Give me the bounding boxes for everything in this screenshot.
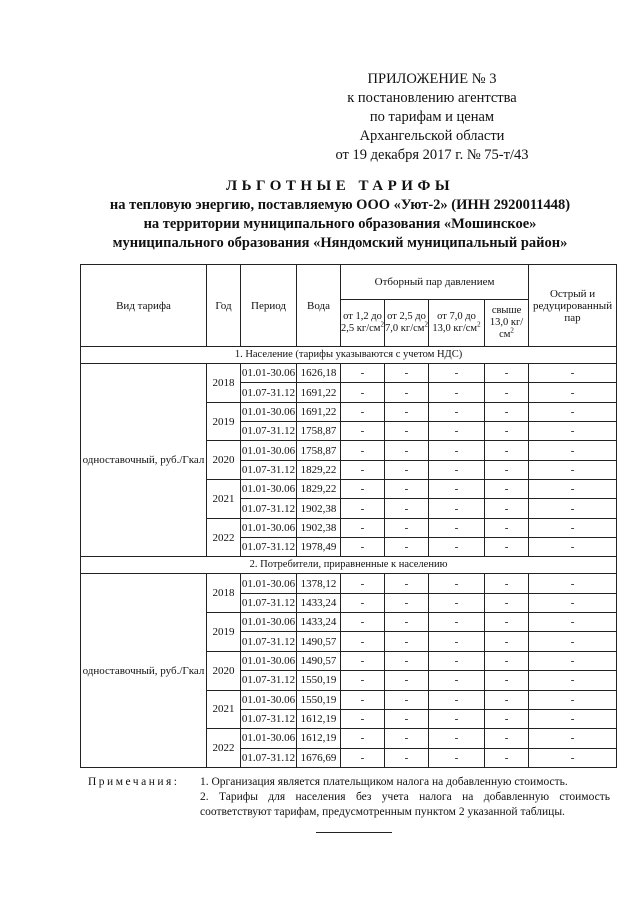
water-tariff-cell: 1490,57 — [297, 632, 341, 651]
empty-tariff-cell: - — [485, 441, 529, 460]
empty-tariff-cell: - — [529, 441, 617, 460]
empty-tariff-cell: - — [485, 593, 529, 612]
empty-tariff-cell: - — [429, 480, 485, 499]
empty-tariff-cell: - — [529, 729, 617, 748]
period-cell: 01.07-31.12 — [241, 748, 297, 767]
superscript: 2 — [510, 326, 514, 335]
water-tariff-cell: 1612,19 — [297, 709, 341, 728]
separator-line — [316, 832, 392, 833]
header-year: Год — [207, 265, 241, 347]
empty-tariff-cell: - — [385, 593, 429, 612]
empty-tariff-cell: - — [429, 709, 485, 728]
water-tariff-cell: 1433,24 — [297, 613, 341, 632]
empty-tariff-cell: - — [429, 651, 485, 670]
empty-tariff-cell: - — [385, 748, 429, 767]
empty-tariff-cell: - — [485, 518, 529, 537]
superscript: 2 — [424, 320, 428, 329]
empty-tariff-cell: - — [529, 690, 617, 709]
empty-tariff-cell: - — [385, 574, 429, 593]
empty-tariff-cell: - — [429, 422, 485, 441]
period-cell: 01.07-31.12 — [241, 709, 297, 728]
empty-tariff-cell: - — [429, 441, 485, 460]
empty-tariff-cell: - — [485, 748, 529, 767]
empty-tariff-cell: - — [529, 748, 617, 767]
period-cell: 01.01-30.06 — [241, 613, 297, 632]
period-cell: 01.01-30.06 — [241, 729, 297, 748]
water-tariff-cell: 1490,57 — [297, 651, 341, 670]
empty-tariff-cell: - — [485, 690, 529, 709]
empty-tariff-cell: - — [485, 632, 529, 651]
empty-tariff-cell: - — [529, 651, 617, 670]
period-cell: 01.07-31.12 — [241, 422, 297, 441]
empty-tariff-cell: - — [341, 632, 385, 651]
water-tariff-cell: 1550,19 — [297, 671, 341, 690]
year-cell: 2020 — [207, 651, 241, 690]
empty-tariff-cell: - — [341, 748, 385, 767]
empty-tariff-cell: - — [385, 441, 429, 460]
water-tariff-cell: 1378,12 — [297, 574, 341, 593]
year-cell: 2021 — [207, 690, 241, 729]
empty-tariff-cell: - — [385, 632, 429, 651]
notes-body — [200, 775, 610, 820]
empty-tariff-cell: - — [429, 613, 485, 632]
water-tariff-cell: 1626,18 — [297, 364, 341, 383]
year-cell: 2018 — [207, 574, 241, 613]
empty-tariff-cell: - — [385, 729, 429, 748]
empty-tariff-cell: - — [529, 593, 617, 612]
empty-tariff-cell: - — [385, 671, 429, 690]
empty-tariff-cell: - — [429, 499, 485, 518]
appendix-line: к постановлению агентства — [347, 90, 517, 106]
year-cell: 2020 — [207, 441, 241, 480]
appendix-line: по тарифам и ценам — [369, 109, 495, 125]
empty-tariff-cell: - — [385, 364, 429, 383]
period-cell: 01.07-31.12 — [241, 383, 297, 402]
header-pressure-1 — [341, 300, 385, 347]
period-cell: 01.07-31.12 — [241, 593, 297, 612]
empty-tariff-cell: - — [529, 574, 617, 593]
empty-tariff-cell: - — [429, 690, 485, 709]
empty-tariff-cell: - — [429, 574, 485, 593]
empty-tariff-cell: - — [341, 593, 385, 612]
empty-tariff-cell: - — [341, 671, 385, 690]
notes-label: Примечания: — [88, 776, 180, 788]
period-cell: 01.01-30.06 — [241, 690, 297, 709]
empty-tariff-cell: - — [529, 538, 617, 557]
empty-tariff-cell: - — [385, 422, 429, 441]
water-tariff-cell: 1433,24 — [297, 593, 341, 612]
period-cell: 01.01-30.06 — [241, 574, 297, 593]
appendix-number: ПРИЛОЖЕНИЕ № 3 — [367, 71, 497, 87]
empty-tariff-cell: - — [341, 709, 385, 728]
pressure-label: свыше 13,0 кг/см — [489, 305, 524, 340]
header-pressure-4 — [485, 300, 529, 347]
empty-tariff-cell: - — [341, 422, 385, 441]
year-cell: 2019 — [207, 613, 241, 652]
empty-tariff-cell: - — [429, 538, 485, 557]
empty-tariff-cell: - — [341, 729, 385, 748]
appendix-date: от 19 декабря 2017 г. № 75-т/43 — [335, 147, 529, 163]
pressure-label: от 1,2 до 2,5 кг/см — [341, 311, 382, 334]
empty-tariff-cell: - — [385, 690, 429, 709]
header-steam: Отборный пар давлением — [341, 265, 529, 300]
empty-tariff-cell: - — [485, 729, 529, 748]
empty-tariff-cell: - — [529, 499, 617, 518]
empty-tariff-cell: - — [385, 480, 429, 499]
section-title: 2. Потребители, приравненные к населению — [81, 557, 617, 574]
year-cell: 2021 — [207, 480, 241, 519]
empty-tariff-cell: - — [341, 441, 385, 460]
note-item: 1. Организация является плательщиком налога на добавленную стоимость. — [200, 776, 568, 788]
empty-tariff-cell: - — [341, 480, 385, 499]
water-tariff-cell: 1829,22 — [297, 460, 341, 479]
water-tariff-cell: 1676,69 — [297, 748, 341, 767]
empty-tariff-cell: - — [485, 383, 529, 402]
water-tariff-cell: 1978,49 — [297, 538, 341, 557]
empty-tariff-cell: - — [385, 651, 429, 670]
empty-tariff-cell: - — [529, 518, 617, 537]
appendix-block — [302, 70, 562, 165]
empty-tariff-cell: - — [529, 709, 617, 728]
document-heading — [60, 177, 620, 253]
empty-tariff-cell: - — [429, 671, 485, 690]
empty-tariff-cell: - — [385, 518, 429, 537]
empty-tariff-cell: - — [485, 499, 529, 518]
empty-tariff-cell: - — [529, 613, 617, 632]
empty-tariff-cell: - — [529, 422, 617, 441]
empty-tariff-cell: - — [529, 402, 617, 421]
year-cell: 2022 — [207, 518, 241, 557]
period-cell: 01.01-30.06 — [241, 518, 297, 537]
empty-tariff-cell: - — [341, 364, 385, 383]
period-cell: 01.07-31.12 — [241, 460, 297, 479]
header-hot-steam: Острый и редуцированный пар — [529, 265, 617, 347]
empty-tariff-cell: - — [429, 402, 485, 421]
period-cell: 01.07-31.12 — [241, 671, 297, 690]
empty-tariff-cell: - — [485, 480, 529, 499]
empty-tariff-cell: - — [529, 460, 617, 479]
tariff-kind: одноставочный, руб./Гкал — [81, 364, 207, 557]
empty-tariff-cell: - — [529, 671, 617, 690]
empty-tariff-cell: - — [529, 632, 617, 651]
superscript: 2 — [477, 320, 481, 329]
empty-tariff-cell: - — [385, 499, 429, 518]
empty-tariff-cell: - — [385, 538, 429, 557]
header-pressure-3 — [429, 300, 485, 347]
water-tariff-cell: 1758,87 — [297, 422, 341, 441]
empty-tariff-cell: - — [341, 402, 385, 421]
period-cell: 01.01-30.06 — [241, 480, 297, 499]
empty-tariff-cell: - — [341, 499, 385, 518]
empty-tariff-cell: - — [429, 383, 485, 402]
empty-tariff-cell: - — [429, 729, 485, 748]
pressure-label: от 7,0 до 13,0 кг/см — [432, 311, 478, 334]
empty-tariff-cell: - — [485, 364, 529, 383]
section-row — [81, 557, 617, 574]
document-title: ЛЬГОТНЫЕ ТАРИФЫ — [225, 178, 455, 194]
section-row — [81, 347, 617, 364]
header-pressure-2 — [385, 300, 429, 347]
year-cell: 2018 — [207, 364, 241, 403]
period-cell: 01.07-31.12 — [241, 499, 297, 518]
water-tariff-cell: 1691,22 — [297, 402, 341, 421]
empty-tariff-cell: - — [385, 383, 429, 402]
header-kind: Вид тарифа — [81, 265, 207, 347]
tariff-table — [80, 264, 617, 768]
year-cell: 2019 — [207, 402, 241, 441]
period-cell: 01.01-30.06 — [241, 402, 297, 421]
section-title: 1. Население (тарифы указываются с учетом НДС) — [81, 347, 617, 364]
empty-tariff-cell: - — [429, 748, 485, 767]
empty-tariff-cell: - — [485, 613, 529, 632]
year-cell: 2022 — [207, 729, 241, 768]
table-row — [81, 574, 617, 593]
empty-tariff-cell: - — [341, 651, 385, 670]
empty-tariff-cell: - — [341, 574, 385, 593]
empty-tariff-cell: - — [385, 402, 429, 421]
empty-tariff-cell: - — [341, 460, 385, 479]
empty-tariff-cell: - — [485, 402, 529, 421]
water-tariff-cell: 1829,22 — [297, 480, 341, 499]
empty-tariff-cell: - — [485, 671, 529, 690]
empty-tariff-cell: - — [429, 460, 485, 479]
empty-tariff-cell: - — [485, 460, 529, 479]
pressure-label: от 2,5 до 7,0 кг/см — [385, 311, 426, 334]
empty-tariff-cell: - — [429, 632, 485, 651]
heading-line: на тепловую энергию, поставляемую ООО «Уют-2» (ИНН 2920011448) — [109, 197, 571, 213]
empty-tariff-cell: - — [429, 593, 485, 612]
empty-tariff-cell: - — [341, 538, 385, 557]
heading-line: на территории муниципального образования «Мошинское» — [143, 216, 537, 232]
empty-tariff-cell: - — [485, 422, 529, 441]
empty-tariff-cell: - — [341, 613, 385, 632]
empty-tariff-cell: - — [529, 383, 617, 402]
empty-tariff-cell: - — [385, 709, 429, 728]
water-tariff-cell: 1902,38 — [297, 518, 341, 537]
empty-tariff-cell: - — [341, 383, 385, 402]
empty-tariff-cell: - — [429, 364, 485, 383]
period-cell: 01.01-30.06 — [241, 364, 297, 383]
header-water: Вода — [297, 265, 341, 347]
empty-tariff-cell: - — [341, 690, 385, 709]
water-tariff-cell: 1902,38 — [297, 499, 341, 518]
empty-tariff-cell: - — [429, 518, 485, 537]
tariff-kind: одноставочный, руб./Гкал — [81, 574, 207, 767]
superscript: 2 — [380, 320, 384, 329]
period-cell: 01.01-30.06 — [241, 441, 297, 460]
table-row — [81, 364, 617, 383]
empty-tariff-cell: - — [485, 538, 529, 557]
empty-tariff-cell: - — [529, 480, 617, 499]
empty-tariff-cell: - — [529, 364, 617, 383]
note-item: 2. Тарифы для населения без учета налога на добавленную стоимость соответствуют тарифам, предусмотренным пунктом 2 указанной таблицы. — [200, 791, 610, 818]
period-cell: 01.07-31.12 — [241, 538, 297, 557]
water-tariff-cell: 1691,22 — [297, 383, 341, 402]
period-cell: 01.01-30.06 — [241, 651, 297, 670]
empty-tariff-cell: - — [485, 651, 529, 670]
water-tariff-cell: 1758,87 — [297, 441, 341, 460]
period-cell: 01.07-31.12 — [241, 632, 297, 651]
heading-line: муниципального образования «Няндомский муниципальный район» — [112, 235, 568, 251]
water-tariff-cell: 1612,19 — [297, 729, 341, 748]
water-tariff-cell: 1550,19 — [297, 690, 341, 709]
header-period: Период — [241, 265, 297, 347]
empty-tariff-cell: - — [385, 460, 429, 479]
appendix-line: Архангельской области — [359, 128, 505, 144]
empty-tariff-cell: - — [385, 613, 429, 632]
empty-tariff-cell: - — [341, 518, 385, 537]
empty-tariff-cell: - — [485, 574, 529, 593]
empty-tariff-cell: - — [485, 709, 529, 728]
